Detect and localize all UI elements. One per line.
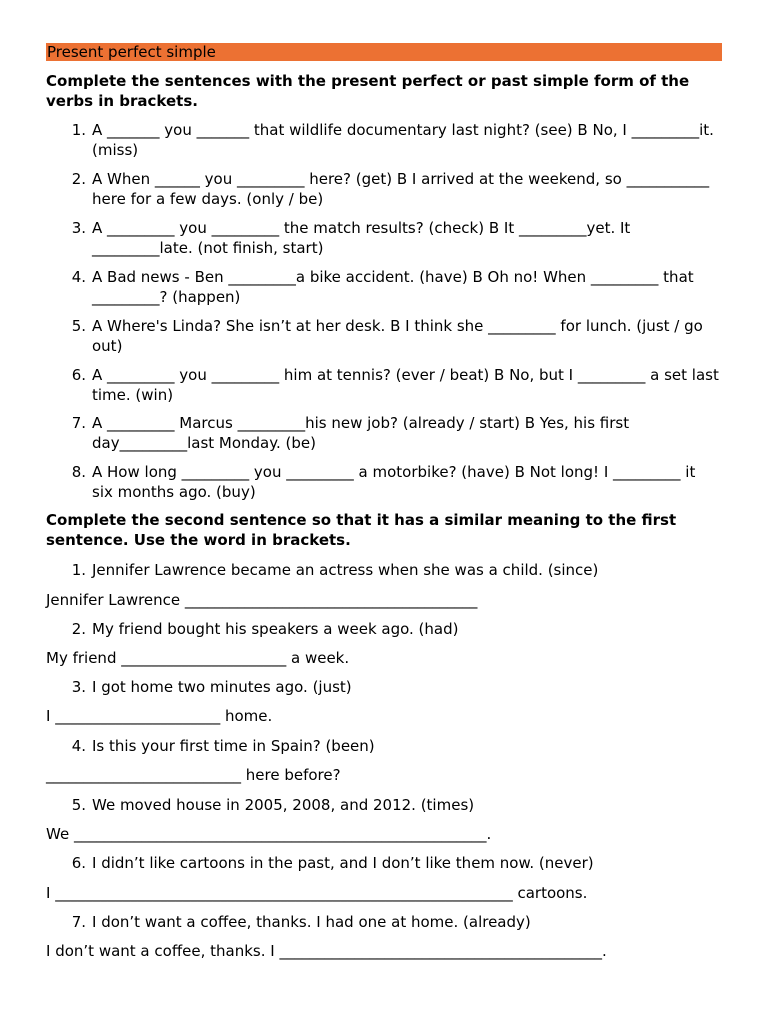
answer-line[interactable]: __________________________ here before? [46,766,341,784]
item-number: 1. [71,121,86,139]
answer-line[interactable]: My friend ______________________ a week. [46,649,350,667]
answer-line[interactable]: I ______________________ home. [46,707,273,725]
item-text: A _________ you _________ the match results? (check) B It _________yet. It _________late. (not finish, start) [92,219,631,257]
item-question: I don’t want a coffee, thanks. I had one at home. (already) [92,913,531,931]
item-number: 7. [71,414,86,432]
item-question: I didn’t like cartoons in the past, and I don’t like them now. (never) [92,854,594,872]
item-text: A Where's Linda? She isn’t at her desk. B I think she _________ for lunch. (just / go out) [92,317,703,355]
item-text: A _________ you _________ him at tennis? (ever / beat) B No, but I _________ a set last time. (win) [92,366,719,404]
item-number: 3. [71,678,86,696]
item-number: 2. [71,170,86,188]
item-question: My friend bought his speakers a week ago. (had) [92,620,459,638]
item-text: A _______ you _______ that wildlife documentary last night? (see) B No, I _________it. (miss) [92,121,714,159]
item-number: 3. [71,219,86,237]
answer-line[interactable]: Jennifer Lawrence _______________________________________ [46,591,478,609]
item-number: 6. [71,366,86,384]
item-text: A Bad news - Ben _________a bike accident. (have) B Oh no! When _________ that _________? (happen) [92,268,694,306]
item-number: 4. [71,268,86,286]
item-text: A _________ Marcus _________his new job? (already / start) B Yes, his first day_________last Monday. (be) [92,414,630,452]
item-text: A How long _________ you _________ a motorbike? (have) B Not long! I _________ it six months ago. (buy) [92,463,696,501]
item-number: 5. [71,796,86,814]
item-question: We moved house in 2005, 2008, and 2012. (times) [92,796,475,814]
item-number: 6. [71,854,86,872]
item-number: 5. [71,317,86,335]
item-question: Jennifer Lawrence became an actress when she was a child. (since) [92,561,599,579]
exercise-2-instruction: Complete the second sentence so that it has a similar meaning to the first sentence. Use the word in brackets. [46,511,677,549]
item-number: 1. [71,561,86,579]
item-number: 4. [71,737,86,755]
answer-line[interactable]: We _______________________________________________________. [46,825,492,843]
section-title: Present perfect simple [47,43,216,61]
item-number: 8. [71,463,86,481]
exercise-1-instruction: Complete the sentences with the present perfect or past simple form of the verbs in brackets. [46,72,690,110]
item-number: 2. [71,620,86,638]
item-number: 7. [71,913,86,931]
section-title-bar [46,43,722,61]
answer-line[interactable]: I don’t want a coffee, thanks. I ___________________________________________. [46,942,607,960]
answer-line[interactable]: I _____________________________________________________________ cartoons. [46,884,588,902]
item-text: A When ______ you _________ here? (get) B I arrived at the weekend, so ___________ here for a few days. (only / be) [92,170,710,208]
item-question: I got home two minutes ago. (just) [92,678,352,696]
item-question: Is this your first time in Spain? (been) [92,737,375,755]
